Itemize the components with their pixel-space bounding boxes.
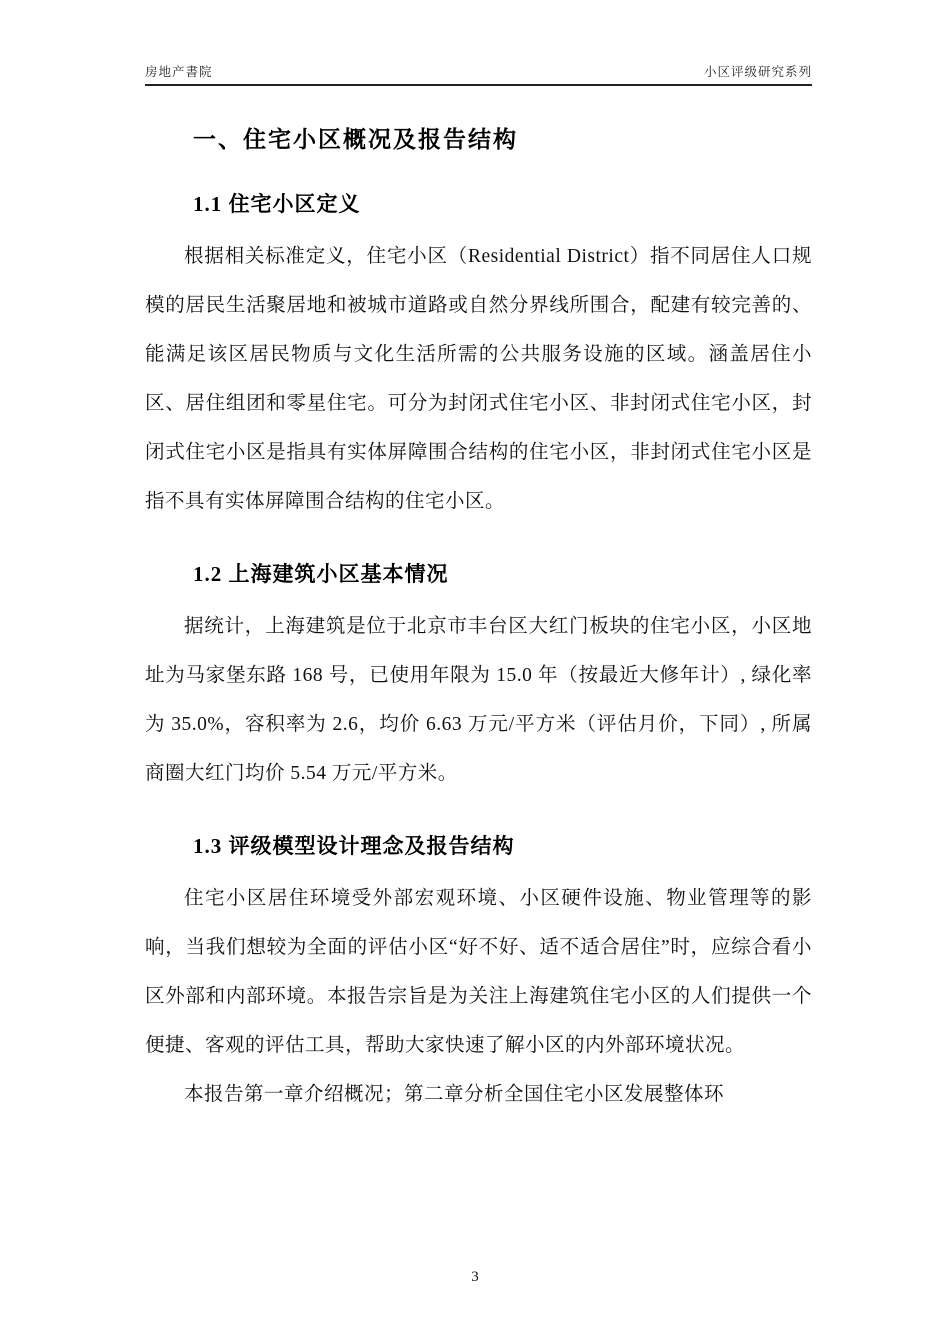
section-heading-1-1: 1.1 住宅小区定义 <box>193 192 361 216</box>
paragraph-basic-info: 据统计，上海建筑是位于北京市丰台区大红门板块的住宅小区，小区地址为马家堡东路 168 号，已使用年限为 15.0 年（按最近大修年计）, 绿化率为 35.0%，容积率为 2.6，均价 6.63 万元/平方米（评估月价，下同）, 所属商圈大红门均价 5.54 万元/平方米。 <box>145 616 812 784</box>
header-left-text: 房地产書院 <box>145 65 213 79</box>
page-header <box>145 62 812 80</box>
paragraph-definition: 根据相关标准定义，住宅小区（Residential District）指不同居住人口规模的居民生活聚居地和被城市道路或自然分界线所围合，配建有较完善的、能满足该区居民物质与文化生活所需的公共服务设施的区域。涵盖居住小区、居住组团和零星住宅。可分为封闭式住宅小区、非封闭式住宅小区，封闭式住宅小区是指具有实体屏障围合结构的住宅小区，非封闭式住宅小区是指不具有实体屏障围合结构的住宅小区。 <box>145 246 812 512</box>
paragraph-report-structure: 本报告第一章介绍概况；第二章分析全国住宅小区发展整体环 <box>184 1084 725 1105</box>
section-heading-1-3: 1.3 评级模型设计理念及报告结构 <box>193 834 515 858</box>
page-title: 一、住宅小区概况及报告结构 <box>193 127 518 152</box>
paragraph-model-concept: 住宅小区居住环境受外部宏观环境、小区硬件设施、物业管理等的影响，当我们想较为全面的评估小区“好不好、适不适合居住”时，应综合看小区外部和内部环境。本报告宗旨是为关注上海建筑住宅小区的人们提供一个便捷、客观的评估工具，帮助大家快速了解小区的内外部环境状况。 <box>145 888 812 1056</box>
page-number: 3 <box>471 1269 479 1285</box>
document-content <box>145 86 812 1119</box>
header-right-text: 小区评级研究系列 <box>703 65 812 79</box>
section-heading-1-2: 1.2 上海建筑小区基本情况 <box>193 562 449 586</box>
